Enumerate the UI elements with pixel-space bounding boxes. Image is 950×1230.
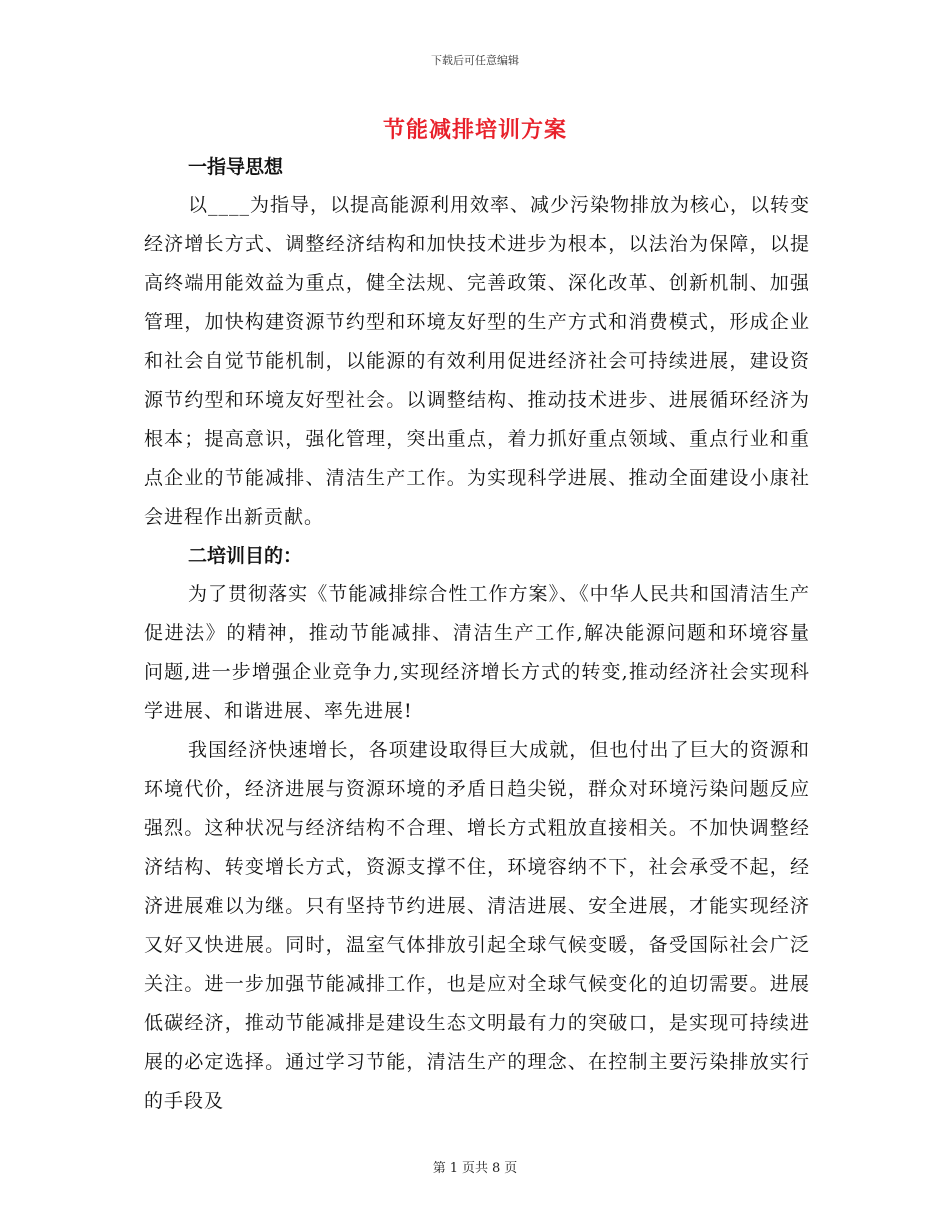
- total-pages: 8: [492, 1161, 501, 1176]
- document-title: 节能减排培训方案: [382, 117, 567, 143]
- header-note: 下载后可任意编辑: [431, 54, 519, 67]
- page-footer: [0, 1157, 950, 1176]
- footer-prefix: 第: [432, 1161, 446, 1176]
- section-heading: 二培训目的：: [188, 545, 303, 567]
- paragraph: 以____为指导，以提高能源利用效率、减少污染物排放为核心，以转变经济增长方式、调整经济结构和加快技术进步为根本，以法治为保障，以提高终端用能效益为重点，健全法规、完善政策、深化改革、创新机制、加强管理，加快构建资源节约型和环境友好型的生产方式和消费模式，形成企业和社会自觉节能机制，以能源的有效利用促进经济社会可持续进展，建设资源节约型和环境友好型社会。以调整结构、推动技术进步、进展循环经济为根本；提高意识，强化管理，突出重点，着力抓好重点领域、重点行业和重点企业的节能减排、清洁生产工作。为实现科学进展、推动全面建设小康社会进程作出新贡献。: [144, 194, 811, 528]
- paragraph: 我国经济快速增长，各项建设取得巨大成就，但也付出了巨大的资源和环境代价，经济进展与资源环境的矛盾日趋尖锐，群众对环境污染问题反应强烈。这种状况与经济结构不合理、增长方式粗放直接相关。不加快调整经济结构、转变增长方式，资源支撑不住，环境容纳不下，社会承受不起，经济进展难以为继。只有坚持节约进展、清洁进展、安全进展，才能实现经济又好又快进展。同时，温室气体排放引起全球气候变暖，备受国际社会广泛关注。进一步加强节能减排工作，也是应对全球气候变化的迫切需要。进展低碳经济，推动节能减排是建设生态文明最有力的突破口，是实现可持续进展的必定选择。通过学习节能，清洁生产的理念、在控制主要污染排放实行的手段及: [144, 739, 810, 1112]
- page-number: 1: [449, 1161, 458, 1176]
- document-body: [144, 148, 810, 1121]
- section-training-purpose: [144, 537, 810, 1121]
- section-heading: 一指导思想: [188, 156, 284, 178]
- footer-middle: 页共: [461, 1161, 488, 1176]
- footer-suffix: 页: [504, 1161, 518, 1176]
- paragraph: 为了贯彻落实《节能减排综合性工作方案》、《中华人民共和国清洁生产促进法》的精神，推动节能减排、清洁生产工作,解决能源问题和环境容量问题,进一步增强企业竞争力,实现经济增长方式的转变,推动经济社会实现科学进展、和谐进展、率先进展!: [144, 583, 810, 722]
- section-guiding-ideology: [144, 148, 810, 537]
